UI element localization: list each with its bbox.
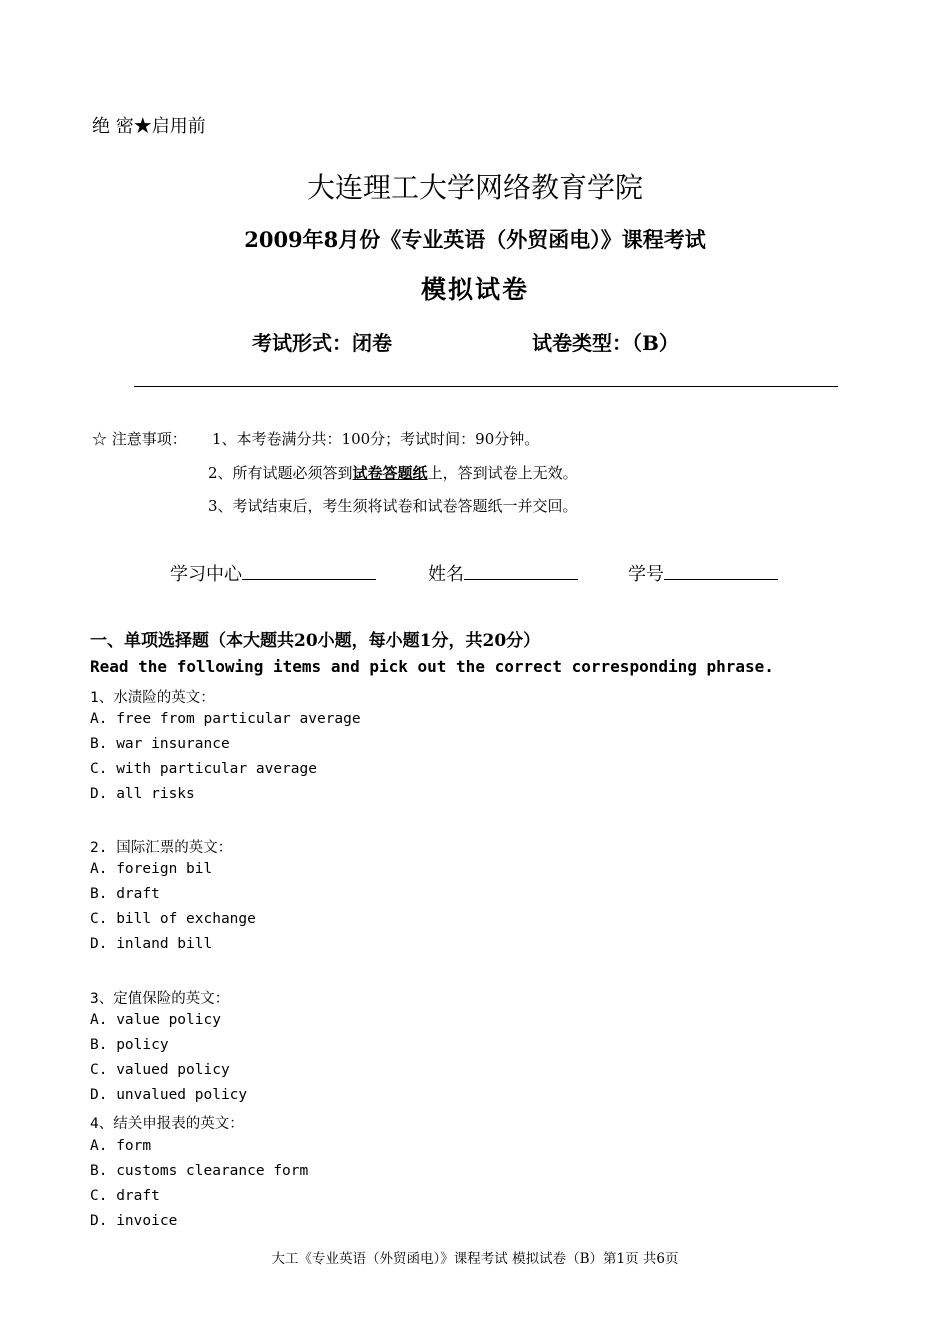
study-center-label: 学习中心 xyxy=(170,564,242,585)
question-4-option-a: A. form xyxy=(90,1138,152,1154)
question-1-option-d: D. all risks xyxy=(90,786,195,802)
note-item-1: 1、本考卷满分共：100分；考试时间：90分钟。 xyxy=(212,430,540,448)
paper-type: 试卷类型：（B） xyxy=(532,331,679,355)
question-3-option-c: C. valued policy xyxy=(90,1062,230,1078)
note-item-2-before: 2、所有试题必须答到 xyxy=(208,464,353,482)
study-center-blank[interactable] xyxy=(242,563,376,580)
question-4-option-b: B. customs clearance form xyxy=(90,1163,309,1179)
header-divider xyxy=(134,386,838,387)
exam-title: 2009年8月份《专业英语（外贸函电）》课程考试 xyxy=(244,227,706,252)
question-4-option-c: C. draft xyxy=(90,1188,160,1204)
student-number-blank[interactable] xyxy=(664,563,778,580)
name-label: 姓名 xyxy=(428,564,464,585)
secret-mark: 绝 密★启用前 xyxy=(92,116,206,137)
institution-title: 大连理工大学网络教育学院 xyxy=(306,171,643,204)
question-2-option-c: C. bill of exchange xyxy=(90,911,256,927)
notes-prefix: ☆ 注意事项： xyxy=(92,430,187,448)
note-item-2-after: 上，答到试卷上无效。 xyxy=(427,464,578,482)
note-item-3: 3、考试结束后，考生须将试卷和试卷答题纸一并交回。 xyxy=(208,497,578,515)
question-4-option-d: D. invoice xyxy=(90,1213,178,1229)
page-footer: 大工《专业英语（外贸函电）》课程考试 模拟试卷（B）第1页 共6页 xyxy=(271,1251,679,1267)
question-2-option-d: D. inland bill xyxy=(90,936,213,952)
question-4-stem: 4、结关申报表的英文： xyxy=(90,1116,244,1132)
question-3-option-b: B. policy xyxy=(90,1037,169,1053)
question-2-option-a: A. foreign bil xyxy=(90,861,213,877)
student-number-label: 学号 xyxy=(628,564,664,585)
section-1-instruction: Read the following items and pick out the correct corresponding phrase. xyxy=(90,657,774,676)
note-item-2-emphasis: 试卷答题纸 xyxy=(352,464,428,482)
question-3-stem: 3、定值保险的英文： xyxy=(90,991,230,1007)
question-3-option-a: A. value policy xyxy=(90,1012,221,1028)
section-1-title: 一、单项选择题（本大题共20小题，每小题1分，共20分） xyxy=(90,631,541,651)
note-item-2 xyxy=(208,462,578,483)
question-1-stem: 1、水渍险的英文： xyxy=(90,690,215,706)
question-1-option-c: C. with particular average xyxy=(90,761,317,777)
name-blank[interactable] xyxy=(464,563,578,580)
question-3-option-d: D. unvalued policy xyxy=(90,1087,248,1103)
question-2-stem: 2. 国际汇票的英文： xyxy=(90,840,233,856)
question-1-option-a: A. free from particular average xyxy=(90,711,361,727)
paper-title: 模拟试卷 xyxy=(420,275,529,304)
name-field xyxy=(428,560,578,586)
student-number-field xyxy=(628,560,778,586)
study-center-field xyxy=(170,560,376,586)
question-1-option-b: B. war insurance xyxy=(90,736,230,752)
question-2-option-b: B. draft xyxy=(90,886,160,902)
exam-form: 考试形式：闭卷 xyxy=(252,331,392,355)
